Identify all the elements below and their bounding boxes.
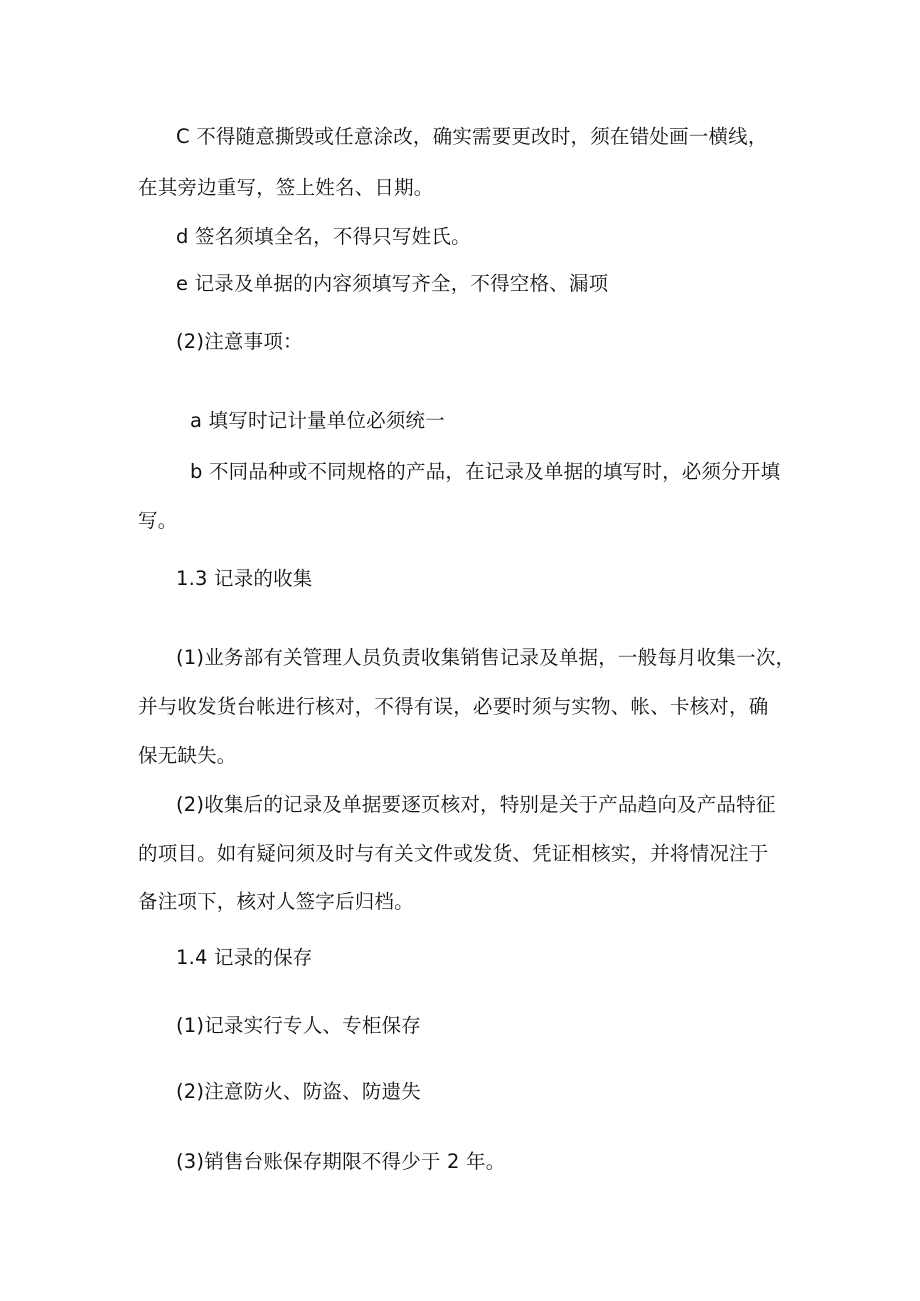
text-line: e 记录及单据的内容须填写齐全，不得空格、漏项 — [176, 272, 609, 295]
section-heading: 1.3 记录的收集 — [176, 567, 313, 590]
text-line: 并与收发货台帐进行核对，不得有误，必要时须与实物、帐、卡核对，确 — [138, 695, 769, 718]
text-line: 备注项下，核对人签字后归档。 — [138, 890, 414, 913]
section-heading: (2)注意事项： — [176, 330, 303, 353]
text-line: (3)销售台账保存期限不得少于 2 年。 — [176, 1150, 506, 1173]
text-line: (2)注意防火、防盗、防遗失 — [176, 1080, 421, 1103]
text-line: (1)记录实行专人、专柜保存 — [176, 1014, 421, 1037]
text-line: 写。 — [138, 509, 178, 532]
text-line: C 不得随意撕毁或任意涂改，确实需要更改时，须在错处画一横线， — [176, 125, 768, 148]
text-line: 保无缺失。 — [138, 744, 237, 767]
text-line: d 签名须填全名，不得只写姓氏。 — [176, 225, 471, 248]
text-line: b 不同品种或不同规格的产品，在记录及单据的填写时，必须分开填 — [190, 460, 781, 483]
text-line: 在其旁边重写，签上姓名、日期。 — [138, 176, 434, 199]
text-line: 的项目。如有疑问须及时与有关文件或发货、凭证相核实，并将情况注于 — [138, 842, 769, 865]
text-line: (2)收集后的记录及单据要逐页核对，特别是关于产品趋向及产品特征 — [176, 793, 776, 816]
section-heading: 1.4 记录的保存 — [176, 946, 313, 969]
text-line: a 填写时记计量单位必须统一 — [190, 409, 445, 432]
text-line: (1)业务部有关管理人员负责收集销售记录及单据，一般每月收集一次， — [176, 646, 796, 669]
